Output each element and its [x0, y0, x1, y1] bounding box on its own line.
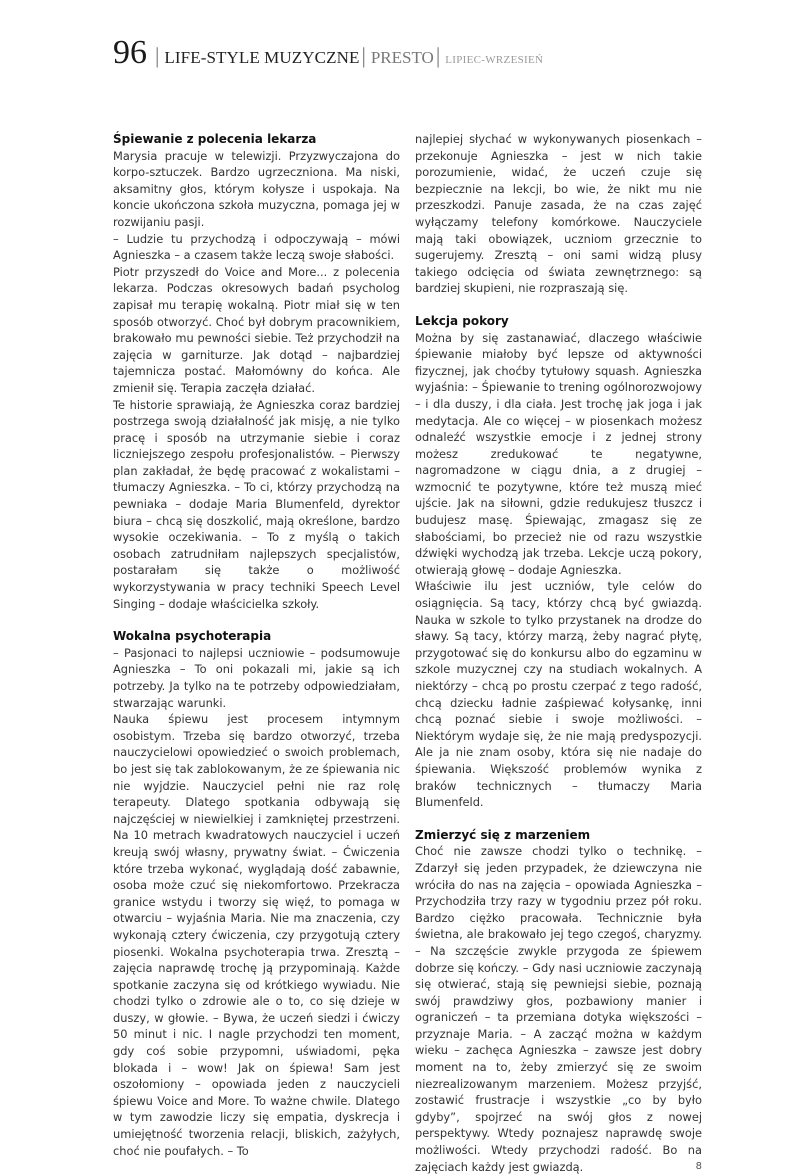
issue-date: LIPIEC-WRZESIEŃ — [445, 54, 544, 66]
paragraph: Marysia pracuje w telewizji. Przyzwyczajona do korpo-sztuczek. Bardzo ugrzeczniona. Ma niski, aksamitny głos, którym kołysze i uspokaja. Na koncie ukończona szkoła muzyczna, pomaga jej w rozwijaniu pasji. — [113, 148, 400, 229]
paragraph-text: Choć nie zawsze chodzi tylko o technikę. – Zdarzył się jeden przypadek, że dziewczyna nie wróciła do nas na zajęcia – opowiada Agnieszka – Przychodziła trzy razy w tygodniu przez pół roku. Bardzo ciężko pracowała. Technicznie była świetna, ale brakowało jej tego czegoś, charyzmy. – Na szczęście zwykle przygoda ze śpiewem dobrze się kończy. – Gdy nasi uczniowie zaczynają się otwierać, stają się pewniejsi siebie, poznają swój prawdziwy głos, pozbawiony manier i ograniczeń – ta przemiana dotyka większości – przyznaje Maria. – A zacząć można w każdym wieku – zachęca Agnieszka – zawsze jest dobry moment na to, żeby zmierzyć się ze swoim niezrealizowanym marzeniem. Możesz przyjść, zostawić frustracje i wszystkie „co by było gdyby”, spojrzeć na swój głos z nowej perspektywy. Wtedy poznajesz naprawdę swoje możliwości. Wtedy przychodzi radość. Bo na zajęciach każdy jest gwiazdą. — [415, 844, 702, 1174]
paragraph — [415, 843, 702, 1175]
paragraph: Nauka śpiewu jest procesem intymnym osobistym. Trzeba się bardzo otworzyć, trzeba nauczycielowi opowiedzieć o swoich problemach, bo jest się tak zablokowanym, że ze śpiewania nic nie wyjdzie. Nauczyciel pełni nie raz rolę terapeuty. Dlatego spotkania odbywają się najczęściej w niewielkiej i zamkniętej przestrzeni. Na 10 metrach kwadratowych nauczyciel i uczeń kreują swój własny, prywatny świat. – Ćwiczenia które trzeba wykonać, wyglądają dość zabawnie, osoba może czuć się niekomfortowo. Przekracza granice wstydu i tworzy się więź, to pomaga w otwarciu – wyjaśnia Maria. Nie ma znaczenia, czy wykonają cztery ćwiczenia, czy przygotują cztery piosenki. Wokalna psychoterapia trwa. Zresztą – zajęcia naprawdę trochę ją przypominają. Każde spotkanie zaczyna się od krótkiego wywiadu. Nie chodzi tylko o zdrowie ale o to, co się dzieje w duszy, w głowie. – Bywa, że uczeń siedzi i ćwiczy 50 minut i nic. I nagle przychodzi ten moment, gdy coś sobie przypomni, uświadomi, pęka blokada i – wow! Jak on śpiewa! Sam jest oszołomiony – opowiada jeden z nauczycieli śpiewu Voice and More. To ważne chwile. Dlatego w tym zawodzie liczy się empatia, dyskrecja i umiejętność tworzenia relacji, bliskich, zażyłych, choć nie poufałych. – To — [113, 712, 400, 1158]
spacer — [415, 297, 702, 313]
paragraph: najlepiej słychać w wykonywanych piosenkach – przekonuje Agnieszka – jest w nich takie porozumienie, widać, że uczeń czuje się bezpiecznie na lekcji, bo wie, że nikt mu nie przeszkodzi. Panuje zasada, że na czas zajęć wyłączamy telefony komórkowe. Nauczyciele mają taki obowiązek, uczniom grzecznie to sugerujemy. Zresztą – oni sami widzą plusy takiego odcięcia od świata zewnętrznego: są bardziej skupieni, nie rozpraszają się. — [415, 132, 702, 296]
spacer — [415, 811, 702, 827]
header-divider: | — [361, 43, 366, 68]
magazine-name: PRESTO — [370, 48, 434, 67]
right-column — [415, 131, 702, 1175]
spacer — [113, 612, 400, 628]
header-divider: | — [155, 43, 160, 68]
left-column — [113, 131, 400, 1159]
running-header — [113, 33, 543, 73]
paragraph: – Ludzie tu przychodzą i odpoczywają – mówi Agnieszka – a czasem także leczą swoje słabości. — [113, 231, 400, 263]
header-divider: | — [435, 43, 441, 68]
section-heading: Zmierzyć się z marzeniem — [415, 827, 591, 842]
end-mark-icon: 8 — [695, 1160, 702, 1172]
paragraph: Te historie sprawiają, że Agnieszka coraz bardziej postrzega swoją działalność jak misję, a nie tylko pracę i sposób na utrzymanie siebie i coraz liczniejszego zespołu profesjonalistów. – Pierwszy plan zakładał, że będę pracować z wokalistami – tłumaczy Agnieszka. – To ci, którzy przychodzą na pewniaka – dodaje Maria Blumenfeld, dyrektor biura – chcą się doszkolić, mają określone, bardzo wysokie oczekiwania. – To z myślą o takich osobach zatrudniłam najlepszych specjalistów, postarałam się także o możliwość wykorzystywania w pracy techniki Speech Level Singing – dodaje właścicielka szkoły. — [113, 397, 400, 611]
section-heading: Lekcja pokory — [415, 313, 509, 328]
paragraph: Można by się zastanawiać, dlaczego właściwie śpiewanie miałoby być lepsze od aktywności fizycznej, jak choćby tytułowy squash. Agnieszka wyjaśnia: – Śpiewanie to trening ogólnorozwojowy – i dla duszy, i dla ciała. Jest trochę jak joga i jak medytacja. Ale co więcej – w piosenkach możesz odnaleźć wszystkie emocje i z jednej strony możesz zredukować te negatywne, nagromadzone w ciągu dnia, a z drugiej – wzmocnić te pozytywne, które też muszą mieć ujście. Jak na siłowni, gdzie redukujesz tłuszcz i budujesz masę. Śpiewając, zmagasz się ze słabościami, bo przecież nie od razu wszystkie dźwięki wychodzą jak trzeba. Lekcje uczą pokory, otwierają głowę – dodaje Agnieszka. — [415, 330, 702, 577]
paragraph: – Pasjonaci to najlepsi uczniowie – podsumowuje Agnieszka – To oni pokazali mi, jakie są ich potrzeby. Ja tylko na te potrzeby odpowiedziałam, stwarzając warunki. — [113, 645, 400, 710]
section-heading: Wokalna psychoterapia — [113, 629, 272, 644]
page-number: 96 — [113, 34, 147, 71]
section-name: LIFE-STYLE MUZYCZNE — [164, 48, 360, 67]
paragraph: Piotr przyszedł do Voice and More... z polecenia lekarza. Podczas okresowych badań psycholog zapisał mu terapię wokalną. Piotr miał się w ten sposób otworzyć. Choć był dobrym pracownikiem, brakowało mu pewności siebie. Też przychodził na zajęcia w garniturze. Jak dotąd – najbardziej tajemnicza postać. Małomówny do końca. Ale zmienił się. Terapia zaczęła działać. — [113, 264, 400, 395]
paragraph: Właściwie ilu jest uczniów, tyle celów do osiągnięcia. Są tacy, którzy chcą być gwiazdą. Nauka w szkole to tylko przystanek na drodze do sławy. Są tacy, którzy marzą, żeby nagrać płytę, przygotować się do konkursu albo do egzaminu w szkole muzycznej czy na studiach wokalnych. A niektórzy – chcą po prostu czerpać z tego radość, chcą dziecku ładnie zaśpiewać kołysankę, inni chcą poznać siebie i swoje możliwości. – Niektórym wydaje się, że nie mają predyspozycji. Ale ja nie znam osoby, która się nie nadaje do śpiewania. Większość problemów wynika z braków technicznych – tłumaczy Maria Blumenfeld. — [415, 579, 702, 810]
section-heading: Śpiewanie z polecenia lekarza — [113, 132, 317, 146]
